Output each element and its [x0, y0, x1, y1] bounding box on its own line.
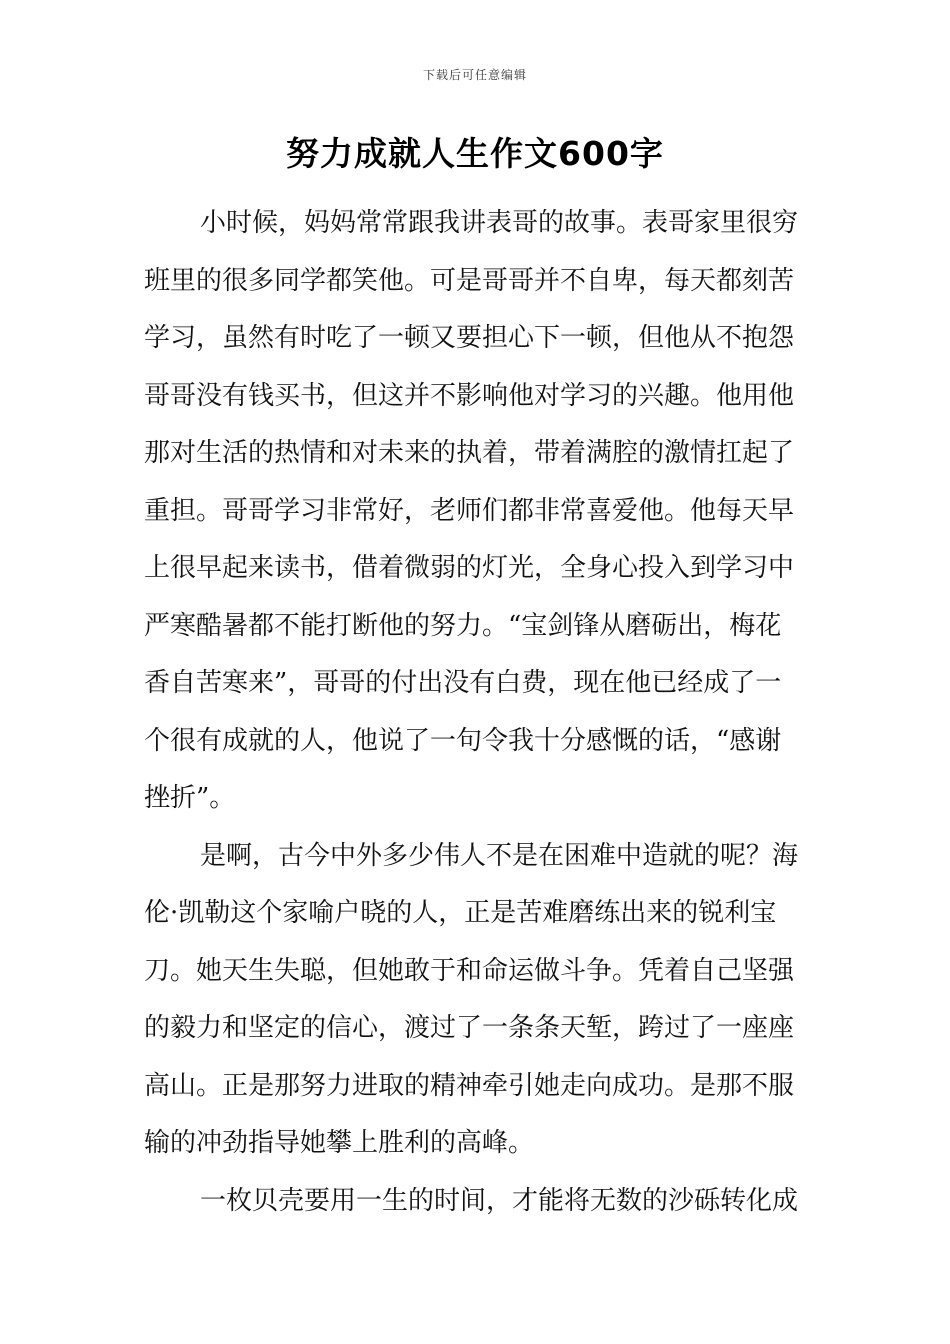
paragraph-1-line-3: 学习，虽然有时吃了一顿又要担心下一顿，但他从不抱怨: [144, 323, 795, 353]
paragraph-1-line-2: 班里的很多同学都笑他。可是哥哥并不自卑，每天都刻苦: [144, 265, 795, 296]
paragraph-1-line-8: 严寒酷暑都不能打断他的努力。“宝剑锋从磨砺出，梅花: [144, 610, 782, 641]
paragraph-2-line-1: 是啊，古今中外多少伟人不是在困难中造就的呢？海: [200, 840, 799, 871]
paragraph-1-line-1: 小时候，妈妈常常跟我讲表哥的故事。表哥家里很穷: [200, 208, 799, 238]
essay-body: [144, 200, 808, 1235]
paragraph-2-line-4: 的毅力和坚定的信心，渡过了一条条天堑，跨过了一座座: [144, 1013, 795, 1043]
paragraph-2-line-5: 高山。正是那努力进取的精神牵引她走向成功。是那不服: [144, 1070, 795, 1101]
paragraph-2-line-2: 伦·凯勒这个家喻户晓的人，正是苦难磨练出来的锐利宝: [144, 898, 777, 928]
paragraph-1-line-9: 香自苦寒来”，哥哥的付出没有白费，现在他已经成了一: [144, 668, 782, 698]
paragraph-2-line-3: 刀。她天生失聪，但她敢于和命运做斗争。凭着自己坚强: [144, 955, 795, 986]
paragraph-1-line-11: 挫折”。: [144, 783, 236, 813]
paragraph-2-line-6: 输的冲劲指导她攀上胜利的高峰。: [144, 1128, 535, 1158]
paragraph-1-line-6: 重担。哥哥学习非常好，老师们都非常喜爱他。他每天早: [144, 495, 795, 526]
paragraph-3-line-1: 一枚贝壳要用一生的时间，才能将无数的沙砾转化成: [200, 1185, 799, 1216]
paragraph-1-line-4: 哥哥没有钱买书，但这并不影响他对学习的兴趣。他用他: [144, 380, 795, 411]
paragraph-1-line-7: 上很早起来读书，借着微弱的灯光，全身心投入到学习中: [144, 553, 795, 583]
paragraph-1-line-5: 那对生活的热情和对未来的执着，带着满腔的激情扛起了: [144, 438, 795, 468]
paragraph-1-line-10: 个很有成就的人，他说了一句令我十分感慨的话，“感谢: [144, 725, 782, 756]
header-note: 下载后可任意编辑: [422, 68, 527, 82]
document-title: 努力成就人生作文600字: [286, 134, 664, 173]
